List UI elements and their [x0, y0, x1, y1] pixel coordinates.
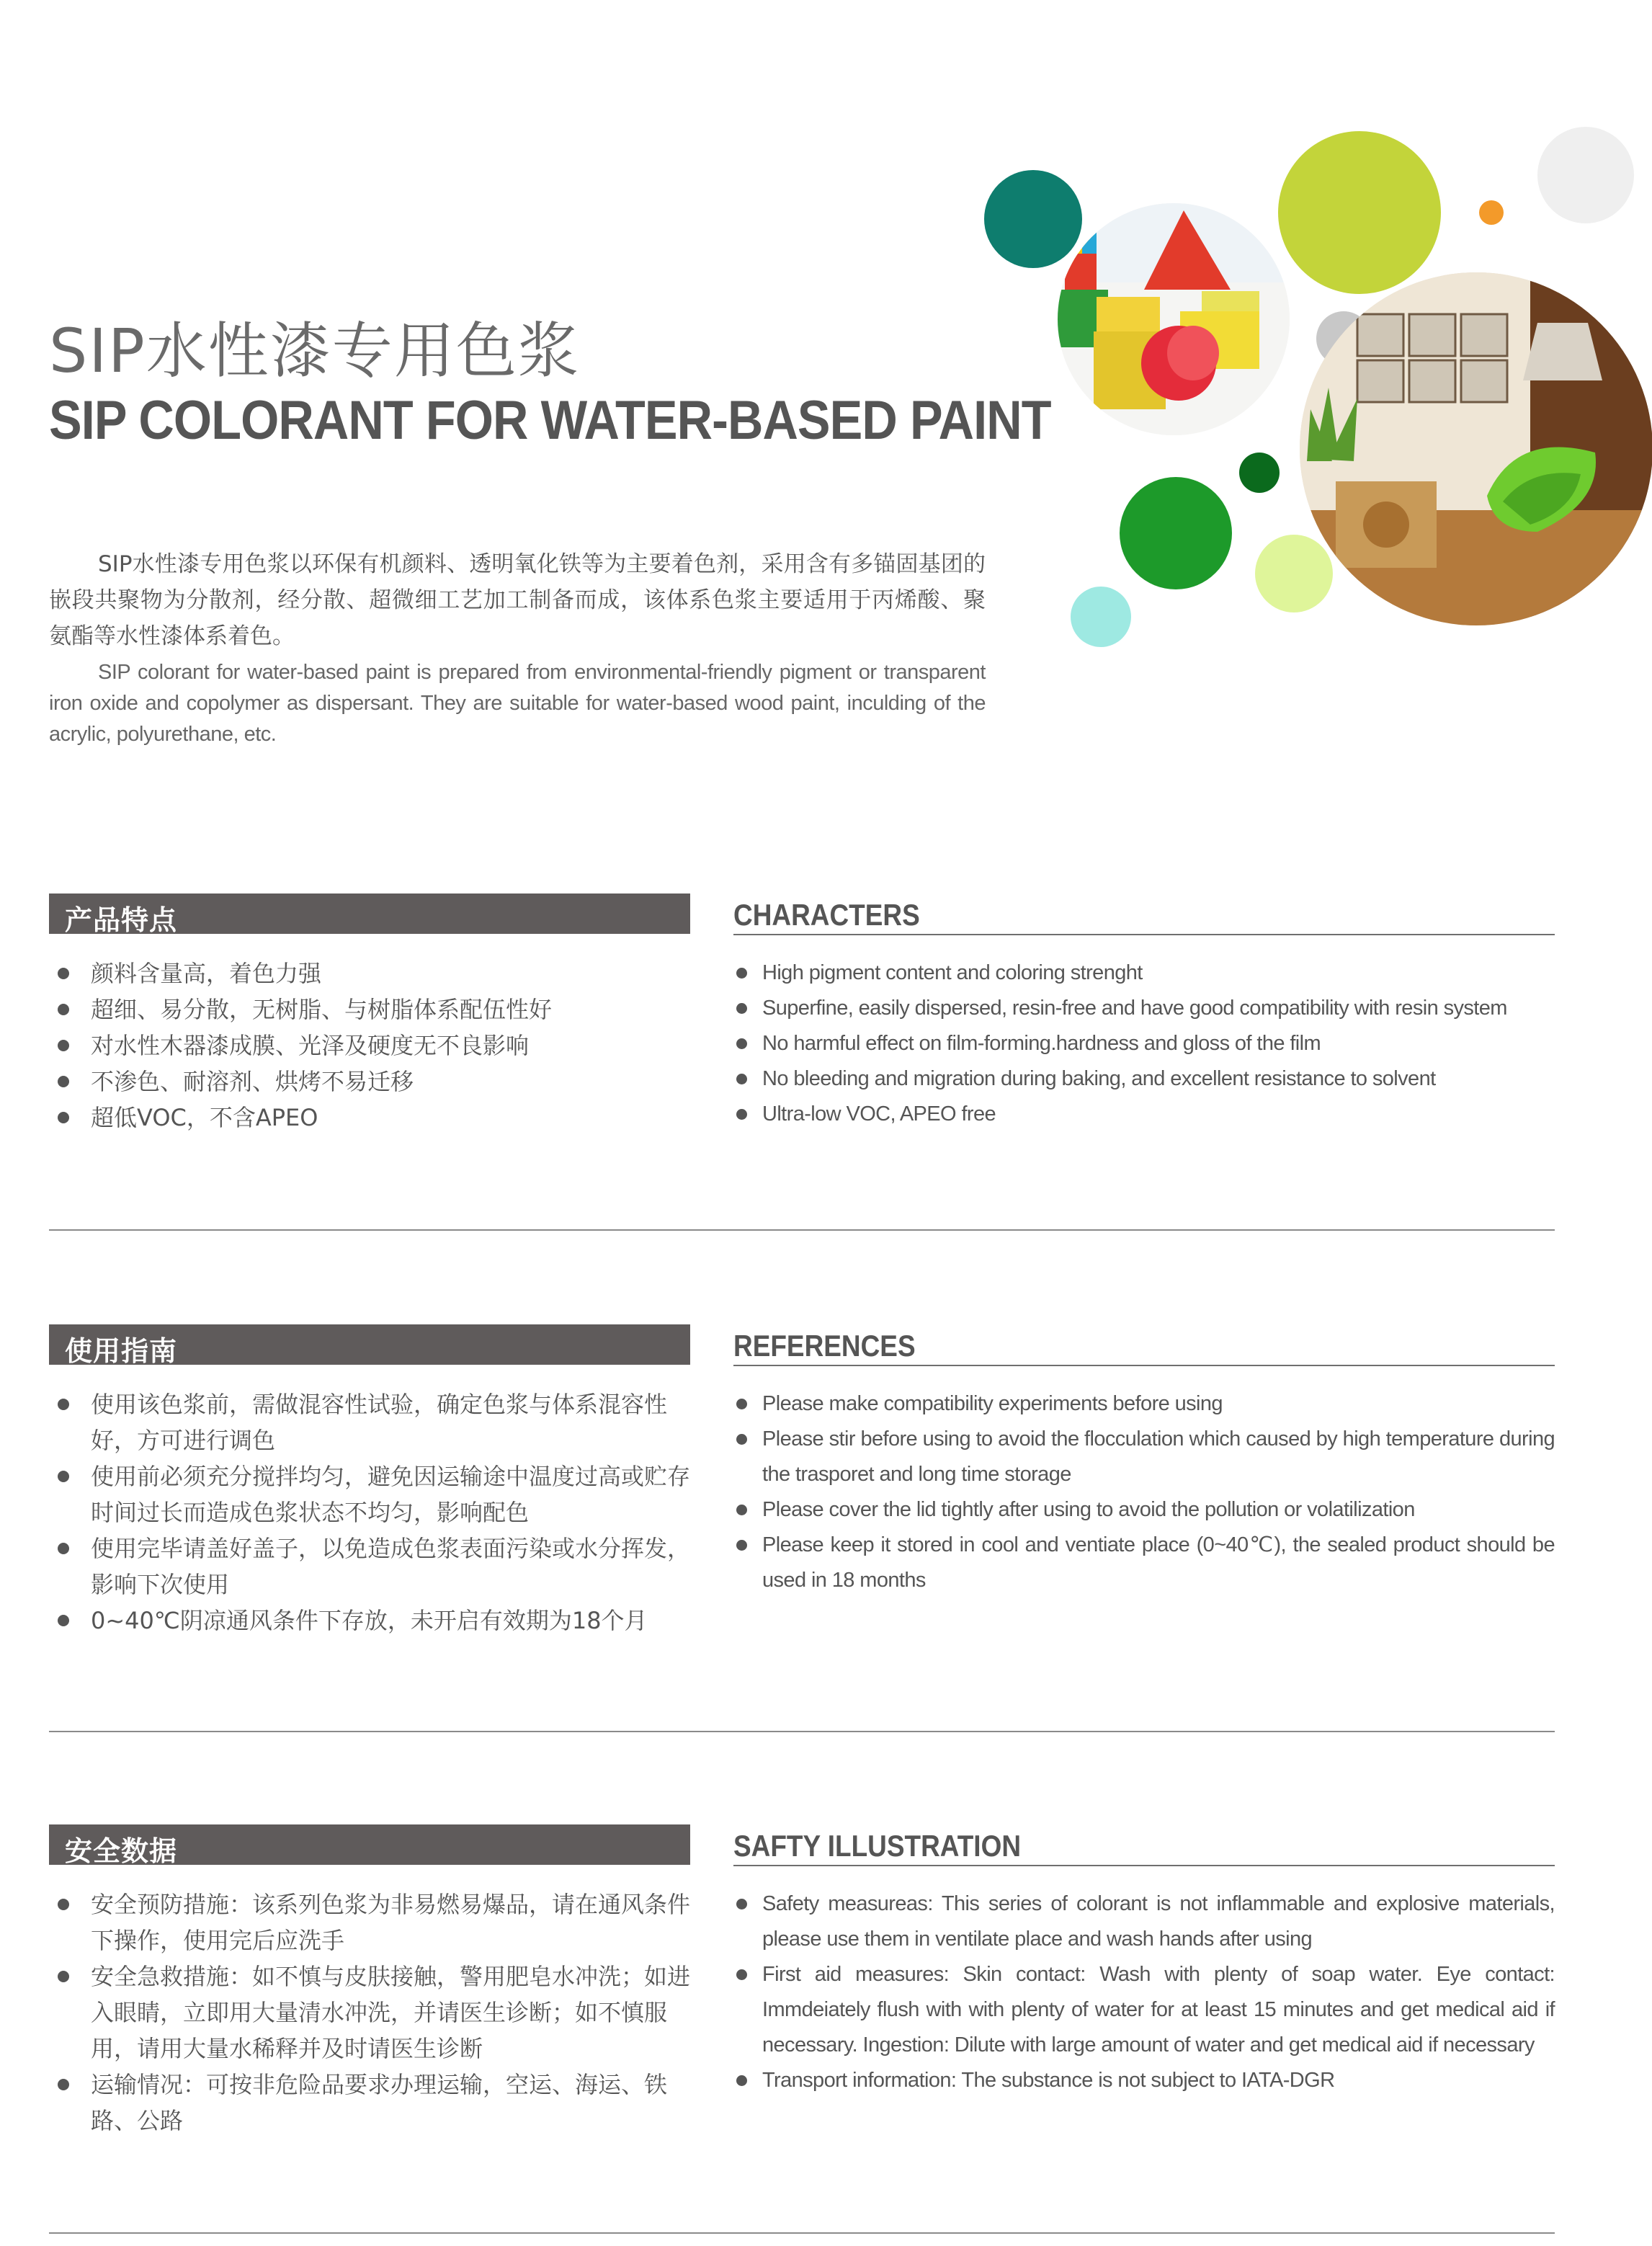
bullet-icon — [58, 1004, 69, 1015]
bullet-icon — [58, 1399, 69, 1410]
interior-room-image — [1300, 272, 1652, 625]
bullet-icon — [58, 1040, 69, 1051]
list-item — [733, 991, 1555, 1026]
list-item-text: Superfine, easily dispersed, resin-free and have good compatibility with resin system — [762, 997, 1507, 1020]
list-item-text: Ultra-low VOC, APEO free — [762, 1102, 996, 1126]
list-item — [733, 1386, 1555, 1422]
list-item — [733, 1097, 1555, 1132]
list-item-text: 安全预防措施：该系列色浆为非易燃易爆品，请在通风条件下操作，使用完后应洗手 — [91, 1891, 691, 1954]
list-item — [49, 1958, 697, 2067]
list-item-text: High pigment content and coloring strenght — [762, 961, 1143, 984]
list-item — [733, 1061, 1555, 1097]
bullet-icon — [58, 1112, 69, 1123]
bullet-icon — [736, 1540, 747, 1551]
bullet-icon — [58, 1076, 69, 1087]
references-list-en — [733, 1386, 1555, 1598]
references-header-en — [733, 1324, 1555, 1366]
bullet-icon — [736, 1003, 747, 1014]
list-item-text: Please stir before using to avoid the flocculation which caused by high temperature during the trasporet and long time storage — [762, 1427, 1555, 1486]
section-divider — [49, 1229, 1555, 1231]
safety-title-en: SAFTY ILLUSTRATION — [733, 1829, 1022, 1863]
references-title-en: REFERENCES — [733, 1329, 916, 1363]
list-item — [49, 955, 697, 991]
characters-title-en: CHARACTERS — [733, 898, 920, 932]
references-title-cn: 使用指南 — [65, 1335, 178, 1367]
section-divider — [49, 1731, 1555, 1732]
list-item-text: Safety measureas: This series of colorant is not inflammable and explosive materials, please use them in ventilate place and wash hands after using — [762, 1892, 1555, 1951]
list-item-text: Please make compatibility experiments before using — [762, 1392, 1223, 1415]
list-item — [49, 2067, 697, 2139]
list-item — [733, 1026, 1555, 1061]
safety-list-en — [733, 1886, 1555, 2098]
list-item-text: 使用该色浆前，需做混容性试验，确定色浆与体系混容性好，方可进行调色 — [91, 1391, 668, 1454]
page-title-cn: SIP水性漆专用色浆 — [49, 316, 580, 386]
safety-title-cn: 安全数据 — [65, 1835, 178, 1867]
bullet-icon — [736, 1399, 747, 1409]
list-item-text: 运输情况：可按非危险品要求办理运输，空运、海运、铁路、公路 — [91, 2071, 668, 2134]
references-list-cn — [49, 1386, 697, 1639]
list-item-text: 超细、易分散，无树脂、与树脂体系配伍性好 — [91, 996, 553, 1023]
list-item-text: Please cover the lid tightly after using to avoid the pollution or volatilization — [762, 1498, 1415, 1521]
list-item — [733, 1886, 1555, 1957]
characters-header-en — [733, 894, 1555, 935]
list-item-text: 使用前必须充分搅拌均匀，避免因运输途中温度过高或贮存时间过长而造成色浆状态不均匀，影响配色 — [91, 1463, 691, 1526]
bullet-icon — [736, 968, 747, 979]
list-item — [49, 1530, 697, 1603]
list-item-text: 不渗色、耐溶剂、烘烤不易迁移 — [91, 1068, 414, 1095]
list-item-text: 对水性木器漆成膜、光泽及硬度无不良影响 — [91, 1032, 530, 1059]
list-item-text: Please keep it stored in cool and ventiate place (0~40℃), the sealed product should be used in 18 months — [762, 1533, 1555, 1592]
list-item — [49, 1458, 697, 1530]
characters-list-en — [733, 955, 1555, 1132]
references-header-cn — [49, 1324, 690, 1365]
characters-header-cn — [49, 894, 690, 934]
list-item — [49, 1386, 697, 1458]
green-circle — [1120, 477, 1232, 589]
list-item — [733, 1957, 1555, 2063]
list-item — [733, 955, 1555, 991]
bullet-icon — [58, 1543, 69, 1554]
light-grey-circle — [1537, 127, 1634, 223]
list-item — [49, 1064, 697, 1100]
toy-blocks-image — [1058, 203, 1290, 435]
list-item — [49, 1100, 697, 1136]
list-item-text: 使用完毕请盖好盖子，以免造成色浆表面污染或水分挥发，影响下次使用 — [91, 1535, 691, 1598]
safety-list-cn — [49, 1886, 697, 2139]
list-item — [49, 1603, 697, 1639]
orange-dot — [1479, 200, 1504, 225]
lime-circle — [1278, 131, 1441, 294]
list-item — [49, 991, 697, 1028]
intro-text-en: SIP colorant for water-based paint is prepared from environmental-friendly pigment or transparent iron oxide and copolymer as dispersant. They are suitable for water-based wood paint, inculding of the acrylic, polyurethane, etc. — [49, 661, 986, 746]
list-item-text: First aid measures: Skin contact: Wash with plenty of soap water. Eye contact: Immdeiately flush with with plenty of water for at least 15 minutes and get medical aid if necessary. Ingestion: Dilute with large amount of water and get medical aid if necessary — [762, 1963, 1555, 2056]
pale-lime-circle — [1255, 535, 1333, 612]
list-item-text: Transport information: The substance is not subject to IATA-DGR — [762, 2069, 1335, 2092]
bullet-icon — [736, 2075, 747, 2086]
dark-green-dot — [1239, 453, 1280, 493]
list-item-text: No harmful effect on film-forming.hardness and gloss of the film — [762, 1032, 1321, 1055]
page-title-en: SIP COLORANT FOR WATER-BASED PAINT — [49, 390, 1051, 451]
list-item-text: 颜料含量高，着色力强 — [91, 960, 322, 987]
intro-text-cn: SIP水性漆专用色浆以环保有机颜料、透明氧化铁等为主要着色剂，采用含有多锚固基团的嵌段共聚物为分散剂，经分散、超微细工艺加工制备而成，该体系色浆主要适用于丙烯酸、聚氨酯等水性漆体系着色。 — [49, 551, 986, 649]
bullet-icon — [736, 1109, 747, 1120]
list-item-text: 0~40℃阴凉通风条件下存放，未开启有效期为18个月 — [91, 1607, 648, 1634]
list-item-text: No bleeding and migration during baking, and excellent resistance to solvent — [762, 1067, 1436, 1090]
list-item-text: 超低VOC，不含APEO — [91, 1104, 318, 1131]
bullet-icon — [736, 1038, 747, 1049]
list-item — [733, 1422, 1555, 1492]
bullet-icon — [58, 1971, 69, 1982]
bullet-icon — [736, 1434, 747, 1445]
bullet-icon — [58, 1471, 69, 1482]
characters-title-cn: 产品特点 — [65, 904, 178, 936]
section-divider — [49, 2232, 1555, 2234]
aqua-circle — [1071, 587, 1131, 647]
bullet-icon — [58, 968, 69, 979]
teal-circle — [984, 170, 1082, 268]
bullet-icon — [736, 1074, 747, 1084]
bullet-icon — [736, 1899, 747, 1909]
bullet-icon — [736, 1969, 747, 1980]
intro — [49, 546, 986, 750]
bullet-icon — [58, 1615, 69, 1626]
safety-header-en — [733, 1824, 1555, 1866]
list-item — [733, 1528, 1555, 1598]
bullet-icon — [58, 2079, 69, 2090]
list-item — [49, 1886, 697, 1958]
list-item — [733, 1492, 1555, 1528]
characters-list-cn — [49, 955, 697, 1136]
bullet-icon — [736, 1505, 747, 1515]
list-item — [733, 2063, 1555, 2098]
list-item — [49, 1028, 697, 1064]
bullet-icon — [58, 1899, 69, 1910]
safety-header-cn — [49, 1824, 690, 1865]
list-item-text: 安全急救措施：如不慎与皮肤接触，警用肥皂水冲洗；如进入眼睛，立即用大量清水冲洗，并请医生诊断；如不慎服用，请用大量水稀释并及时请医生诊断 — [91, 1963, 691, 2062]
